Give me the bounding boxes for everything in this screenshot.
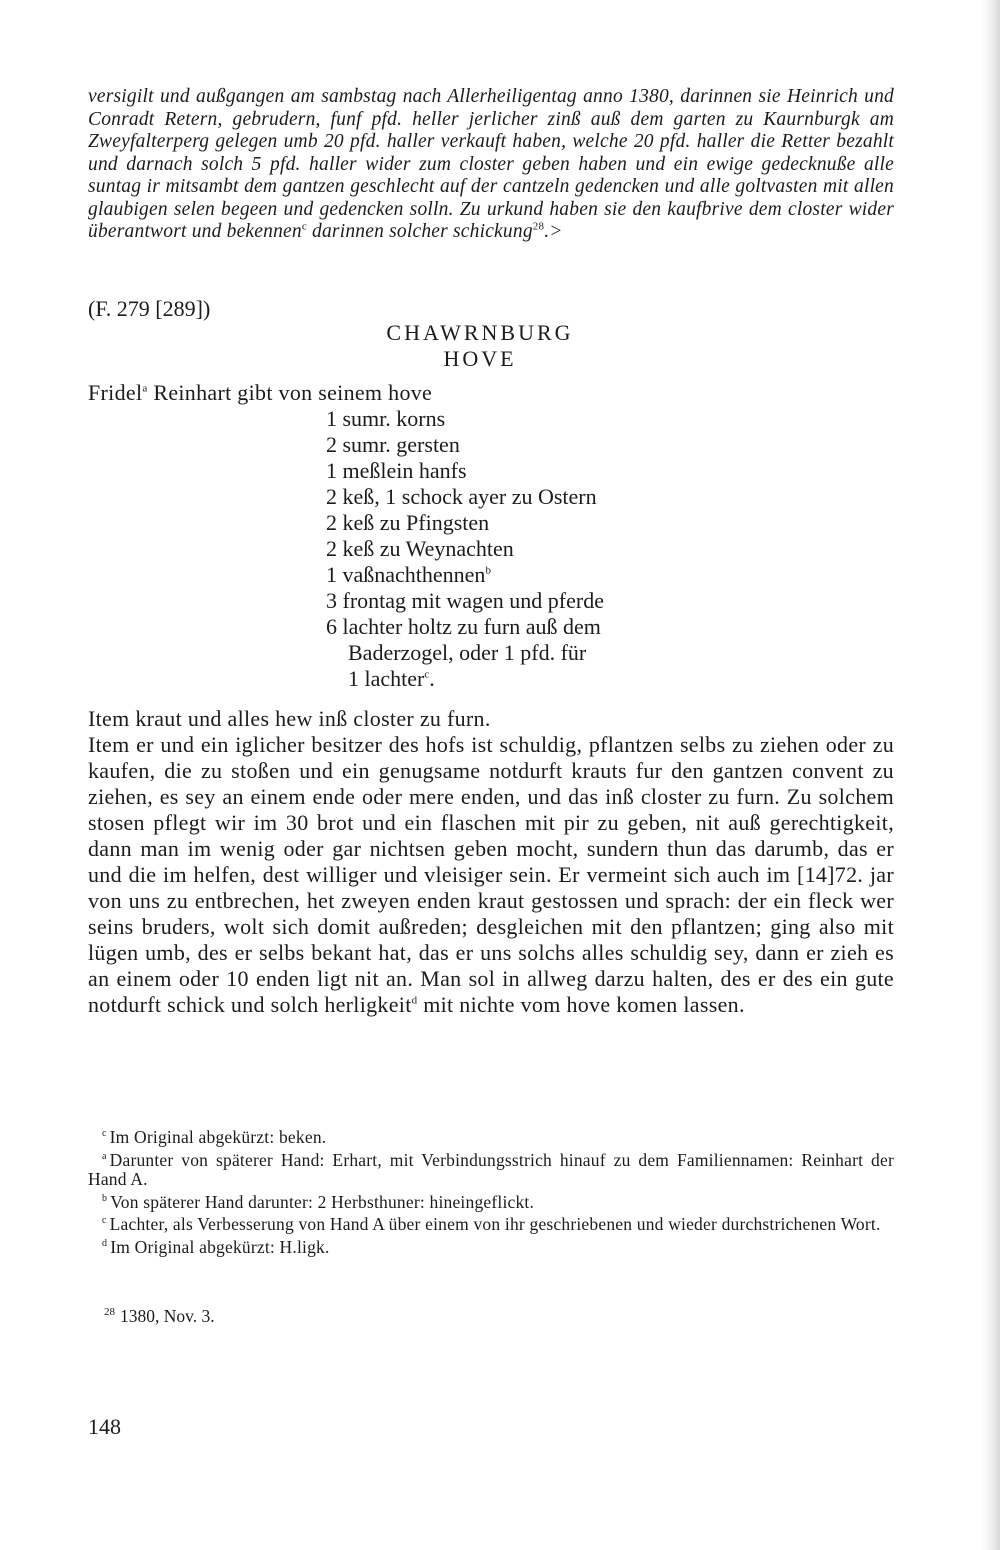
intro-paragraph xyxy=(88,86,894,244)
footnote-mark: c xyxy=(424,668,430,681)
due-text: 2 keß zu Pfingsten xyxy=(326,510,490,535)
apparatus-note xyxy=(88,1193,894,1213)
page-number: 148 xyxy=(88,1414,121,1439)
footnote-text: 1380, Nov. 3. xyxy=(120,1306,215,1326)
owner-line xyxy=(88,380,432,406)
note-mark: b xyxy=(102,1192,108,1204)
due-text-after: . xyxy=(429,666,435,691)
note-text: Im Original abgekürzt: beken. xyxy=(109,1127,327,1147)
intro-text-end: .> xyxy=(544,221,563,242)
due-item xyxy=(326,640,604,666)
footnote-number: 28 xyxy=(104,1306,115,1319)
footnote-mark: d xyxy=(411,994,418,1007)
dues-list xyxy=(326,406,604,692)
owner-name: Fridel xyxy=(88,380,143,405)
folio-reference: (F. 279 [289]) xyxy=(88,296,211,321)
apparatus-note xyxy=(88,1128,894,1148)
due-item xyxy=(326,458,604,484)
due-item xyxy=(326,406,604,432)
note-text: Im Original abgekürzt: H.ligk. xyxy=(110,1236,330,1257)
footnote-ref-28: 28 xyxy=(532,220,545,233)
due-text: 2 keß, 1 schock ayer zu Ostern xyxy=(326,484,597,509)
footnote-mark: c xyxy=(301,220,307,233)
note-text: Darunter von späterer Hand: Erhart, mit Verbindungsstrich hinauf zu dem Familiennamen: Reinhart der Hand A. xyxy=(88,1149,894,1189)
due-item xyxy=(326,536,604,562)
footnote-28 xyxy=(104,1306,215,1327)
due-text: 2 keß zu Weynachten xyxy=(326,536,514,561)
due-item xyxy=(326,588,604,614)
due-item xyxy=(326,562,604,588)
due-text: 2 sumr. gersten xyxy=(326,432,460,457)
due-item xyxy=(326,666,604,692)
due-text: 3 frontag mit wagen und pferde xyxy=(326,588,604,613)
page-edge-shadow xyxy=(982,0,1000,1550)
section-subheading: HOVE xyxy=(443,346,517,371)
body-paragraph-2-end: mit nichte vom hove komen lassen. xyxy=(417,992,745,1017)
due-item xyxy=(326,432,604,458)
footnote-mark: a xyxy=(142,382,148,395)
apparatus-notes xyxy=(88,1128,894,1260)
body-paragraph-2-text: Item er und ein iglicher besitzer des hofs ist schuldig, pflantzen selbs zu ziehen oder zu kaufen, die zu stoßen und ein genugsame notdurft krauts fur den gantzen convent zu ziehen, es sey an einem ende oder mere enden, und das inß closter zu furn. Zu solchem stosen pflegt wir im 30 brot und ein flaschen mit pir zu geben, nit auß gerechtigkeit, dann man im wenig oder gar nichtsen geben mocht, sundern thun das darumb, das er und die im helfen, dest williger und vleisiger sein. Er vermeint sich auch im [14]72. jar von uns zu entbrechen, het zweyen enden kraut gestossen und sprach: der ein fleck wer seins bruders, wolt sich domit außreden; desgleichen mit den pflantzen; ging also mit lügen umb, des er selbs bekant hat, das er uns solchs alles schuldig sey, dann er zieh es an einem oder 10 enden ligt nit an. Man sol in allweg darzu halten, des er des ein gute notdurft schick und solch herligkeit xyxy=(88,732,894,1017)
apparatus-note xyxy=(88,1151,894,1190)
due-text: 6 lachter holtz zu furn auß dem xyxy=(326,614,601,639)
note-mark: c xyxy=(102,1215,107,1227)
due-text: 1 sumr. korns xyxy=(326,406,446,431)
note-text: Von späterer Hand darunter: 2 Herbsthuner: hineingeflickt. xyxy=(110,1191,535,1212)
intro-text xyxy=(88,86,894,244)
body-paragraph-1: Item kraut und alles hew inß closter zu furn. xyxy=(88,706,491,731)
due-text: 1 meßlein hanfs xyxy=(326,458,467,483)
intro-text-after: darinnen solcher schickung xyxy=(306,221,533,242)
due-text: Baderzogel, oder 1 pfd. für xyxy=(348,640,587,665)
body-paragraph-2 xyxy=(88,732,894,1018)
due-item xyxy=(326,614,604,640)
due-item xyxy=(326,484,604,510)
apparatus-note xyxy=(88,1215,894,1235)
note-mark: c xyxy=(102,1128,107,1140)
note-mark: d xyxy=(102,1237,108,1249)
owner-text: Reinhart gibt von seinem hove xyxy=(147,380,433,405)
due-item xyxy=(326,510,604,536)
apparatus-note xyxy=(88,1238,894,1258)
note-mark: a xyxy=(102,1150,107,1162)
intro-main-text: versigilt und außgangen am sambstag nach Allerheiligentag anno 1380, darinnen sie Heinrich und Conradt Retern, gebrudern, funf pfd. heller jerlicher zinß auß dem garten zu Kaurnburgk am Zweyfalterperg gelegen umb 20 pfd. haller verkauft haben, welche 20 pfd. haller die Retter bezahlt und darnach solch 5 pfd. haller wider zum closter geben haben und ein ewige gedecknuße alle suntag ir mitsambt dem gantzen geschlecht auf der cantzeln gedencken und alle goltvasten mit allen glaubigen selen begeen und gedencken solln. Zu urkund haben sie den kaufbrive dem closter wider überantwort und bekennen xyxy=(88,86,894,242)
footnote-mark: b xyxy=(485,564,491,577)
main-text xyxy=(88,706,894,1018)
due-text: 1 vaßnachthennen xyxy=(326,562,486,587)
note-text: Lachter, als Verbesserung von Hand A über einem von ihr geschriebenen und wieder durchstrichenen Wort. xyxy=(109,1214,881,1234)
due-text: 1 lachter xyxy=(348,666,425,691)
section-heading: CHAWRNBURG xyxy=(386,320,574,345)
